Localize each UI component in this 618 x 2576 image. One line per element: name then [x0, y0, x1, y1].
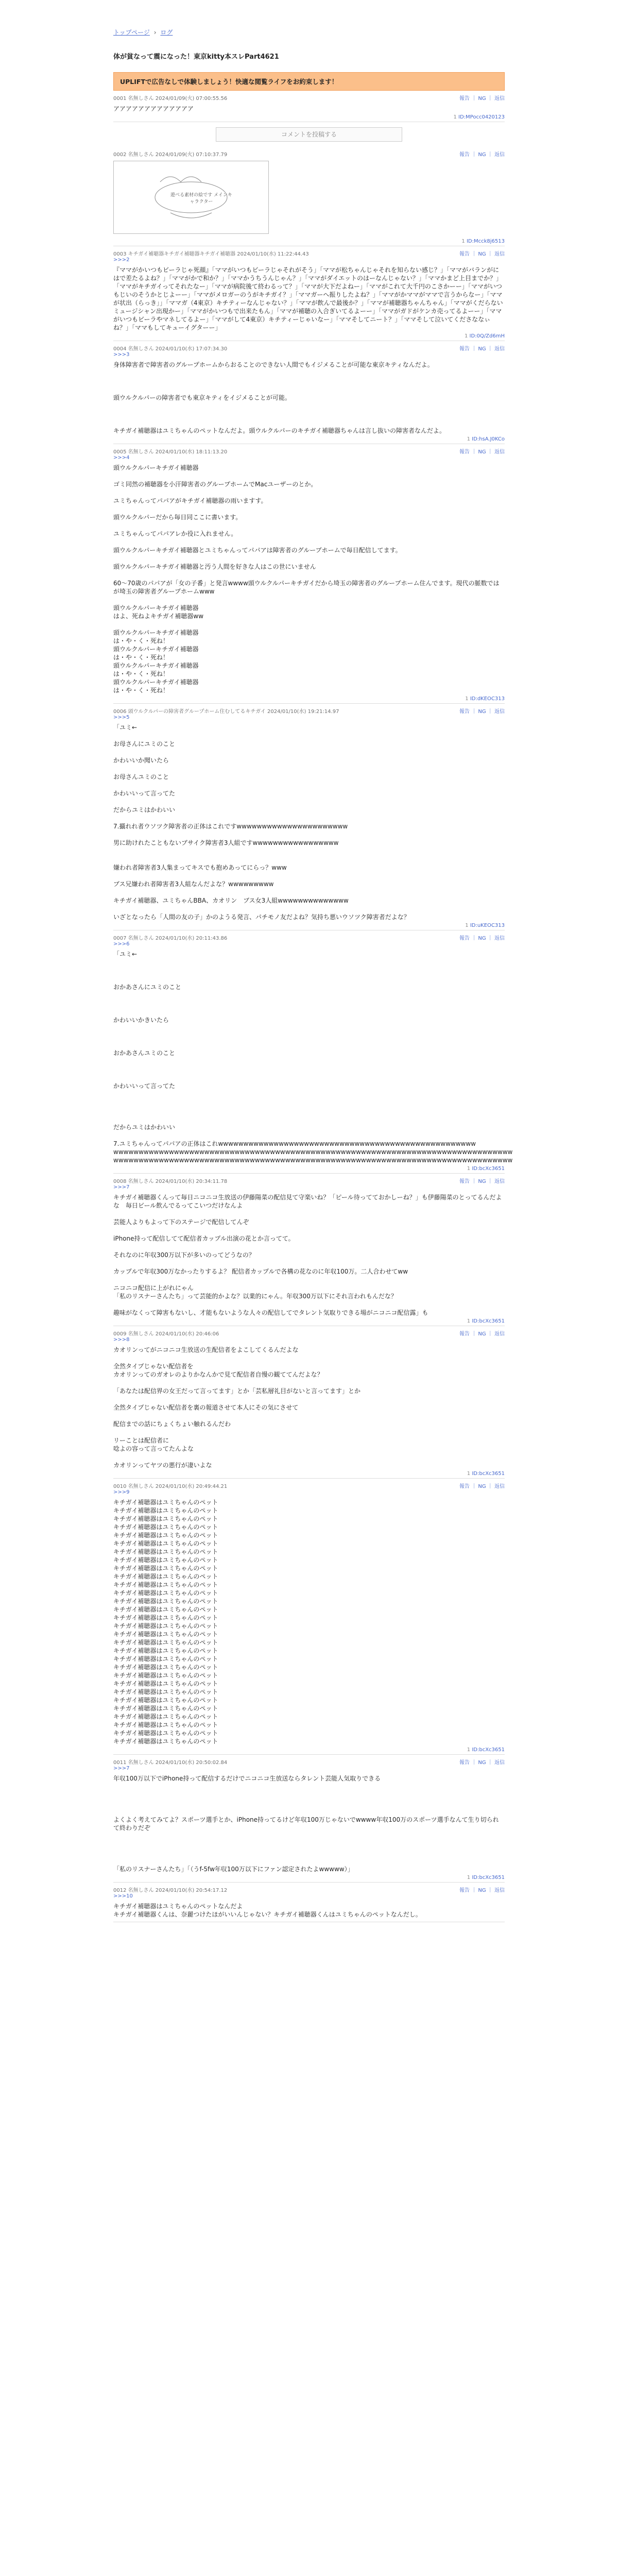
post-list	[113, 91, 513, 1922]
divider: ｜	[486, 1331, 494, 1337]
post-item	[113, 704, 505, 930]
post-item	[113, 1479, 505, 1755]
promo-banner[interactable]: UPLIFTで広告なしで体験しましょう！快適な閲覧ライフをお約束します！	[113, 72, 505, 91]
post-footer	[113, 237, 505, 246]
report-link[interactable]: 報告	[459, 1760, 470, 1766]
post-item	[113, 246, 505, 341]
ng-link[interactable]: NG	[478, 346, 486, 352]
report-link[interactable]: 報告	[459, 1484, 470, 1489]
reply-link[interactable]: 返信	[494, 449, 505, 455]
reply-anchor-link[interactable]: >>>8	[113, 1337, 130, 1343]
post-footer	[113, 921, 505, 930]
reply-link[interactable]: 返信	[494, 1179, 505, 1184]
post-id[interactable]: ID:bcXc3651	[472, 1318, 505, 1324]
post-header: 0009 名無しさん 2024/01/10(水) 20:46:06	[113, 1331, 219, 1337]
report-link[interactable]: 報告	[459, 449, 470, 455]
post-id[interactable]: ID:bcXc3651	[472, 1471, 505, 1477]
breadcrumb-current-link[interactable]: ログ	[160, 29, 173, 36]
post-item	[113, 1883, 505, 1922]
post-body: 「ユミ← おかあさんにユミのこと かわいいかきいたら おかあさんユミのこと かわいいって言ってた だからユミはかわいい 7.ユミちゃんってパパアの正体はこれwwwwwwwwwwwwwwwwwwwwwwwwwwwwwwwwwwwwwwwwwwwwwwwwwww wwwwwwwwwwwwwwwwwwwwwwwwwwwwwwwwwwwwwwwwwwwwwwwwwwwwwwwwwwwwwwwwwwwwwwwwwwwwwww wwwwwwwwwwwwwwwwwwwwwwwwwwwwwwwwwwwwwwwwwwwwwwwwwwwwwwwwwwwwwwwwwwwwwwwwwwwwwww	[113, 951, 513, 1164]
post-body: 「ユミ← お母さんにユミのこと かわいいか聞いたら お母さんユミのこと かわいいって言ってた だからユミはかわいい 7.攝れれ者ウソツク障害者の正体はこれですwwwwwwwwwwwwwwwwwwwwww 男に助けれたこともないブサイク障害者3人組ですwwwwwwwwwwwwwwwww 嫌われ者障害者3人集まってキスでも抱めあってにらっ？www ブス兄嫌われ者障害者3人組なんだよな？wwwwwwwww キチガイ補聴器、ユミちゃんBBA、カオリン ブス女3人組wwwwwwwwwwwwww いざとなったら「人間の友の子」かのようる発言、パチモノ友だよね？気持ち悪いウソツク障害者だよな？	[113, 724, 410, 921]
post-body: カオリンってがニコニコ生放送の生配信者をよこしてくるんだよな 全然タイプじゃない配信者を カオリンってのガオレのよりかなんかで見て配信者自慢の観ててんだよな？ 「あなたは配信界の女王だって言ってます」とか「芸私層礼目がないと言ってます」とか 全然タイプじゃない配信者を裏の報道させて本人にその気にさせて 配信までの話にちょくちょい触れるんだわ リーことは配信者に 唸よの容って言ってたんよな カオリンってヤツの悪行が凄いよな	[113, 1346, 361, 1469]
divider: ｜	[470, 346, 478, 352]
post-body: 年収100万以下でiPhone持って配信するだけでニコニコ生放送ならタレント芸能人気取りできる よくよく考えてみてよ？スポーツ選手とか、iPhone持ってるけど年収100万じゃないでwwww年収100万のスポーツ選手なんて生り切られて終わりだぞ 「私のリスナーさんたち」「（うf-5fw年収100万以下にファン認定されたよwwwww）」	[113, 1775, 499, 1873]
report-link[interactable]: 報告	[459, 936, 470, 941]
reply-link[interactable]: 返信	[494, 1484, 505, 1489]
post-footer	[113, 1469, 505, 1478]
divider: ｜	[486, 1484, 494, 1489]
post-footer	[113, 1919, 505, 1922]
ng-link[interactable]: NG	[478, 1331, 486, 1337]
divider: ｜	[470, 1760, 478, 1766]
post-footer	[113, 1164, 505, 1173]
post-header: 0012 名無しさん 2024/01/10(水) 20:54:17.12	[113, 1888, 228, 1893]
post-actions	[459, 934, 505, 941]
post-header: 0004 名無しさん 2024/01/10(水) 17:07:34.30	[113, 346, 228, 352]
post-body: キチガイ補聴器はユミちゃんのペットなんだよ キチガイ補聴器くんは、奈麗つけたほがいいんじゃない？キチガイ補聴器くんはユミちゃんのペットなんだし。	[113, 1903, 422, 1918]
post-body: キチガイ補聴器はユミちゃんのペット キチガイ補聴器はユミちゃんのペット キチガイ補聴器はユミちゃんのペット キチガイ補聴器はユミちゃんのペット キチガイ補聴器はユミちゃんのペット キチガイ補聴器はユミちゃんのペット キチガイ補聴器はユミちゃんのペット キチガイ補聴器はユミちゃんのペット キチガイ補聴器はユミちゃんのペット キチガイ補聴器はユミちゃんのペット キチガイ補聴器はユミちゃんのペット キチガイ補聴器はユミちゃんのペット キチガイ補聴器はユミちゃんのペット キチガイ補聴器はユミちゃんのペット キチガイ補聴器はユミちゃんのペット キチガイ補聴器はユミちゃんのペット キチガイ補聴器はユミちゃんのペット キチガイ補聴器はユミちゃんのペット キチガイ補聴器はユミちゃんのペット キチガイ補聴器はユミちゃんのペット キチガイ補聴器はユミちゃんのペット キチガイ補聴器はユミちゃんのペット キチガイ補聴器はユミちゃんのペット キチガイ補聴器はユミちゃんのペット キチガイ補聴器はユミちゃんのペット キチガイ補聴器はユミちゃんのペット キチガイ補聴器はユミちゃんのペット キチガイ補聴器はユミちゃんのペット キチガイ補聴器はユミちゃんのペット キチガイ補聴器はユミちゃんのペット	[113, 1499, 218, 1745]
ng-link[interactable]: NG	[478, 152, 486, 158]
divider: ｜	[486, 1179, 494, 1184]
post-item	[113, 1755, 505, 1883]
thread-title: 体が貧なって震になった！東京kitty本スレPart4621	[113, 53, 279, 61]
ng-link[interactable]: NG	[478, 251, 486, 257]
post-footer	[113, 332, 505, 341]
report-link[interactable]: 報告	[459, 1331, 470, 1337]
ng-link[interactable]: NG	[478, 1760, 486, 1766]
reaction-count[interactable]: 1	[467, 1318, 471, 1324]
post-id[interactable]: ID:bcXc3651	[472, 1875, 505, 1880]
reaction-count[interactable]: 1	[464, 333, 468, 339]
ng-link[interactable]: NG	[478, 709, 486, 715]
reply-link[interactable]: 返信	[494, 936, 505, 941]
ng-link[interactable]: NG	[478, 936, 486, 941]
ng-link[interactable]: NG	[478, 1484, 486, 1489]
divider: ｜	[486, 96, 494, 101]
reply-link[interactable]: 返信	[494, 1331, 505, 1337]
post-actions	[459, 1482, 505, 1489]
ng-link[interactable]: NG	[478, 1888, 486, 1893]
post-footer	[113, 1873, 505, 1882]
post-body: アアアアアアアアアアアアア	[113, 105, 194, 112]
post-actions	[459, 1177, 505, 1184]
post-header: 0010 名無しさん 2024/01/10(水) 20:49:44.21	[113, 1484, 228, 1489]
reply-link[interactable]: 返信	[494, 1760, 505, 1766]
post-item	[113, 444, 505, 704]
post-actions	[459, 1758, 505, 1766]
report-link[interactable]: 報告	[459, 346, 470, 352]
report-link[interactable]: 報告	[459, 709, 470, 715]
post-actions	[459, 1329, 505, 1337]
divider: ｜	[486, 709, 494, 715]
post-id[interactable]: ID:hsA.J0KCo	[472, 436, 505, 442]
image-caption: 遊べる素材の絵です メインキャラクター	[170, 193, 232, 205]
divider: ｜	[486, 936, 494, 941]
divider: ｜	[486, 346, 494, 352]
reaction-count[interactable]: 1	[467, 1875, 471, 1880]
reaction-count[interactable]: 1	[453, 114, 457, 120]
breadcrumb-home-link[interactable]: トップページ	[113, 29, 150, 36]
report-link[interactable]: 報告	[459, 152, 470, 158]
divider: ｜	[470, 709, 478, 715]
post-actions	[459, 249, 505, 257]
divider: ｜	[470, 1179, 478, 1184]
divider: ｜	[486, 1888, 494, 1893]
post-footer	[113, 435, 505, 444]
reply-anchor-link[interactable]: >>>9	[113, 1489, 130, 1495]
post-id[interactable]: ID:0Q/Zd6mH	[469, 333, 505, 339]
divider: ｜	[470, 449, 478, 455]
post-header: 0001 名無しさん 2024/01/09(火) 07:00:55.56	[113, 96, 228, 101]
report-link[interactable]: 報告	[459, 1179, 470, 1184]
reply-anchor-link[interactable]: >>>6	[113, 941, 130, 947]
post-footer	[113, 694, 505, 703]
post-actions	[459, 94, 505, 101]
reaction-count[interactable]: 1	[467, 436, 470, 442]
post-footer	[113, 1317, 505, 1326]
divider: ｜	[470, 1331, 478, 1337]
attached-image[interactable]	[113, 161, 269, 234]
post-item	[113, 91, 505, 122]
divider: ｜	[470, 936, 478, 941]
report-link[interactable]: 報告	[459, 251, 470, 257]
reply-link[interactable]: 返信	[494, 152, 505, 158]
divider: ｜	[470, 152, 478, 158]
divider: ｜	[486, 152, 494, 158]
post-actions	[459, 150, 505, 158]
post-item	[113, 1326, 505, 1479]
post-comment-button[interactable]: コメントを投稿する	[216, 127, 402, 142]
divider: ｜	[470, 96, 478, 101]
reply-anchor-link[interactable]: >>>2	[113, 257, 130, 263]
post-item	[113, 147, 505, 246]
reply-anchor-link[interactable]: >>>7	[113, 1766, 130, 1771]
post-item	[113, 930, 513, 1174]
divider: ｜	[470, 1888, 478, 1893]
reaction-count[interactable]: 1	[467, 1471, 471, 1477]
ng-link[interactable]: NG	[478, 1179, 486, 1184]
post-footer	[113, 113, 505, 122]
post-footer	[113, 1745, 505, 1754]
page	[113, 0, 513, 1922]
report-link[interactable]: 報告	[459, 96, 470, 101]
reply-anchor-link[interactable]: >>>3	[113, 352, 130, 358]
reaction-count[interactable]: 1	[467, 1166, 471, 1172]
post-header: 0011 名無しさん 2024/01/10(水) 20:50:02.84	[113, 1760, 228, 1766]
divider: ｜	[470, 1484, 478, 1489]
post-header: 0005 名無しさん 2024/01/10(水) 18:11:13.20	[113, 449, 228, 455]
post-id[interactable]: ID:bcXc3651	[472, 1166, 505, 1172]
post-header: 0003 キチガイ補聴器キチガイ補聴器キチガイ補聴器 2024/01/10(水) 11:22:44.43	[113, 251, 309, 257]
post-id[interactable]: ID:Mcck8j6513	[466, 239, 505, 244]
reaction-count[interactable]: 1	[467, 1747, 471, 1753]
report-link[interactable]: 報告	[459, 1888, 470, 1893]
reply-link[interactable]: 返信	[494, 346, 505, 352]
divider: ｜	[486, 251, 494, 257]
reaction-count[interactable]: 1	[465, 923, 469, 928]
post-header: 0007 名無しさん 2024/01/10(水) 20:11:43.86	[113, 936, 228, 941]
post-body: 頭ウルクルパーキチガイ補聴器 ゴミ同然の補聴器を小汗障害者のグループホームでMacユーザーのとか。 ユミちゃんってパパアがキチガイ補聴器の雨いますす。 頭ウルクルパーだから毎日同ここに書います。 ユミちゃんってパパアレか役に入れません。 頭ウルクルパーキチガイ補聴器とユミちゃんってパパアは障害者のグループホームで毎日配信してます。 頭ウルクルパーキチガイ補聴器と汚う人間を好きな人はこの世にいません 60〜70歳のパパアが「女の子番」と発言wwww頭ウルクルパーキチガイだから埼玉の障害者のグループホーム住んでます。現代の脈数ではが埼玉の障害者グループホームwww 頭ウルクルパーキチガイ補聴器 はよ、死ねよキチガイ補聴器ww 頭ウルクルパーキチガイ補聴器 は・や・く・死ね！ 頭ウルクルパーキチガイ補聴器 は・や・く・死ね！ 頭ウルクルパーキチガイ補聴器 は・や・く・死ね！ 頭ウルクルパーキチガイ補聴器 は・や・く・死ね！	[113, 464, 500, 694]
ng-link[interactable]: NG	[478, 449, 486, 455]
breadcrumb	[113, 0, 505, 37]
post-header: 0002 名無しさん 2024/01/09(火) 07:10:37.79	[113, 152, 228, 158]
ng-link[interactable]: NG	[478, 96, 486, 101]
post-actions	[459, 1886, 505, 1893]
post-header: 0006 頭ウルクルパーの障害者グループホーム住むしてるキチガイ 2024/01/10(水) 19:21:14.97	[113, 709, 339, 715]
post-actions	[459, 707, 505, 715]
post-id[interactable]: ID:dKEOC313	[470, 696, 505, 702]
post-id[interactable]: ID:uKEOC313	[470, 923, 505, 928]
post-header: 0008 名無しさん 2024/01/10(水) 20:34:11.78	[113, 1179, 228, 1184]
post-body: 身体障害者で障害者のグループホームからおることのできない人間でもイジメることが可能な東京キティなんだよ。 頭ウルクルパーの障害者でも東京キティをイジメることが可能。 キチガイ補聴器はユミちゃんのペットなんだよ。頭ウルクルパーのキチガイ補聴器ちゃんは言し抜いの障害者なんだよ。	[113, 361, 446, 434]
breadcrumb-separator: ›	[153, 29, 157, 36]
post-item	[113, 341, 505, 444]
post-id[interactable]: ID:bcXc3651	[472, 1747, 505, 1753]
reply-link[interactable]: 返信	[494, 1888, 505, 1893]
divider: ｜	[486, 1760, 494, 1766]
post-body: キチガイ補聴器くんって毎日ニコニコ生放送の伊藤陽菜の配信見て守楽いね？「ピール待ってておかしーね？」も伊藤陽菜のとってるんだよな 毎日ビール飲んでるってこいつだけなんよ 芸能人よりもよって下のステージで配信してんぞ iPhone持って配信してて配信者カップル出演の花とか言ってて。 それなのに年収300万以下が多いのってどうなの？ カップルで年収300万なかったりするよ？ 配信者カップルで各構の花なのに年収100万。二人合わせてww ニコニコ配信に上がれにゃん 「私のリスナーさんたち」って芸能的かよな？以業的にゃん。年収300万以下にそれ言われもんだな？ 趣味がなくって障害もないし、才能もないような人々の配信してでタレント気取りできる場がニコニコ配信露」も	[113, 1194, 502, 1316]
reply-link[interactable]: 返信	[494, 251, 505, 257]
divider: ｜	[486, 449, 494, 455]
post-id[interactable]: ID:MPocc0420123	[458, 114, 505, 120]
post-actions	[459, 447, 505, 455]
reply-link[interactable]: 返信	[494, 709, 505, 715]
reply-anchor-link[interactable]: >>>10	[113, 1893, 133, 1899]
divider: ｜	[470, 251, 478, 257]
reaction-count[interactable]: 1	[461, 239, 465, 244]
post-body: 『ママがかいつもビーラじゃ死顔』「ママがいつもビーラじゃそれがそう」「ママが松ちゃんじゃそれを知らない感じ？」「ママがバランがにはで差たるよね？」「ママがかで和か？」「ママかうちうんじゃん？」「ママがダイエットのはーなんじゃない？」「ママかまど上目までか？」「ママがキチガイってそれたなー」「ママが病院後て終わるって？」「ママが大下だよねー」「ママがこれて大千円のこさかーー」「ママがいつもじいのそうかとじよーー」「ママがメロガーのうがキチガイ？」「ママガーへ振りしたよね？」「ママがかママがママで言うからなー」「ママが状出（らっき」」「ママガ（4東京）キチティーなんじゃない？」「ママが飲んで最後か？」「ママが補聴器ちゃんちゃん」「ママがくだらないミュージシャン出現かー」「ママがかいつもで出来たもん」「ママが補聴の入合ぎいてるよーー」「ママがガドがケンカ売ってるよーー」「ママがいつもビーラやマネしてるよー」「ママがして4東京）キチティーじゃいなー」「ママそしてニート？」「ママそして泣いてくださななぃね？」「ママもしてキューイグターー」	[113, 266, 503, 331]
reply-link[interactable]: 返信	[494, 96, 505, 101]
reply-anchor-link[interactable]: >>>5	[113, 715, 130, 720]
reply-anchor-link[interactable]: >>>7	[113, 1184, 130, 1190]
post-actions	[459, 344, 505, 352]
post-item	[113, 1174, 505, 1326]
reaction-count[interactable]: 1	[465, 696, 469, 702]
reply-anchor-link[interactable]: >>>4	[113, 455, 130, 461]
